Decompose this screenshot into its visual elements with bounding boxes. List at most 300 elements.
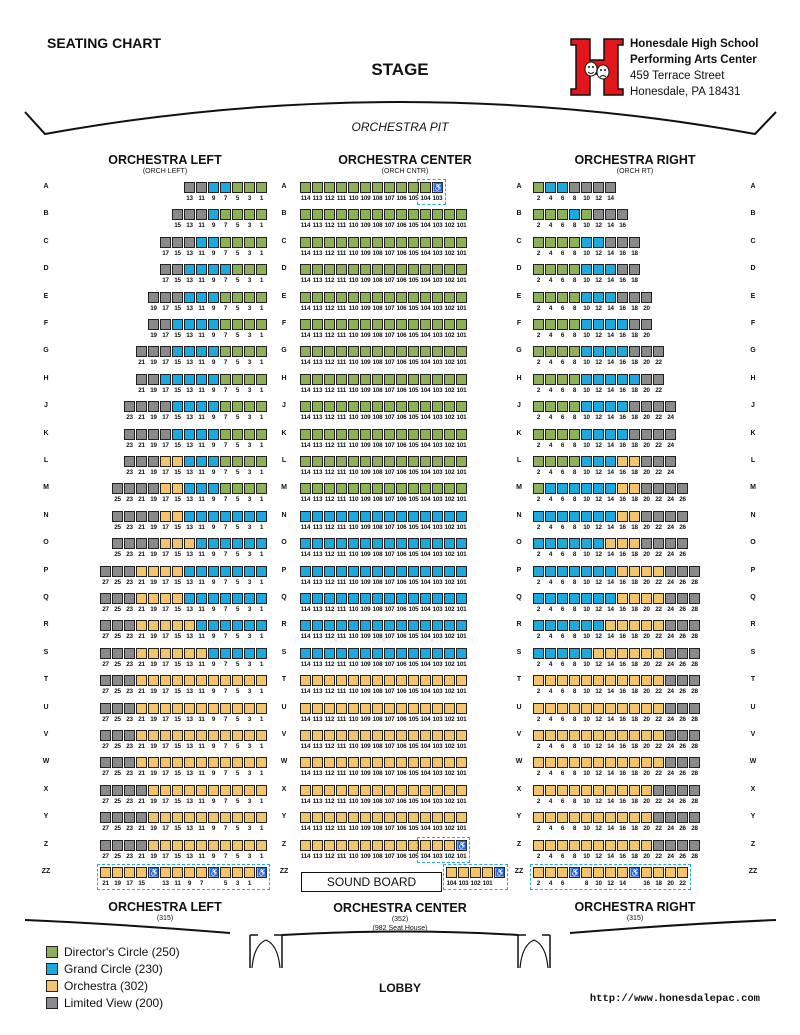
seat[interactable] (444, 319, 455, 330)
seat[interactable] (641, 456, 652, 467)
seat[interactable] (136, 538, 147, 549)
seat[interactable] (324, 374, 335, 385)
seat[interactable] (184, 237, 195, 248)
seat[interactable] (124, 648, 135, 659)
seat[interactable] (372, 401, 383, 412)
seat[interactable] (605, 483, 616, 494)
seat[interactable] (348, 840, 359, 851)
seat[interactable] (312, 730, 323, 741)
seat[interactable] (172, 319, 183, 330)
seat[interactable] (312, 538, 323, 549)
seat[interactable] (396, 511, 407, 522)
seat[interactable] (148, 429, 159, 440)
seat[interactable] (112, 511, 123, 522)
seat[interactable] (581, 292, 592, 303)
seat[interactable] (444, 429, 455, 440)
seat[interactable] (593, 401, 604, 412)
seat[interactable] (581, 209, 592, 220)
seat[interactable] (244, 346, 255, 357)
seat[interactable] (533, 566, 544, 577)
seat[interactable] (136, 730, 147, 741)
seat[interactable] (444, 566, 455, 577)
seat[interactable] (184, 264, 195, 275)
seat[interactable] (256, 292, 267, 303)
seat[interactable] (432, 730, 443, 741)
seat[interactable] (593, 675, 604, 686)
seat[interactable] (148, 675, 159, 686)
seat[interactable] (581, 511, 592, 522)
seat[interactable] (372, 703, 383, 714)
seat[interactable] (653, 840, 664, 851)
seat[interactable] (677, 785, 688, 796)
seat[interactable] (172, 593, 183, 604)
seat[interactable] (432, 483, 443, 494)
seat[interactable] (617, 429, 628, 440)
seat[interactable] (244, 429, 255, 440)
seat[interactable] (300, 346, 311, 357)
seat[interactable] (348, 675, 359, 686)
seat[interactable] (432, 593, 443, 604)
seat[interactable] (300, 648, 311, 659)
seat[interactable] (208, 182, 219, 193)
seat[interactable] (593, 620, 604, 631)
seat[interactable] (569, 675, 580, 686)
seat[interactable] (641, 812, 652, 823)
seat[interactable] (593, 566, 604, 577)
seat[interactable] (232, 374, 243, 385)
seat[interactable] (372, 264, 383, 275)
seat[interactable] (136, 812, 147, 823)
seat[interactable] (208, 319, 219, 330)
seat[interactable] (617, 292, 628, 303)
seat[interactable] (420, 566, 431, 577)
seat[interactable] (617, 374, 628, 385)
seat[interactable] (256, 319, 267, 330)
seat[interactable] (160, 703, 171, 714)
seat[interactable] (208, 483, 219, 494)
seat[interactable] (136, 675, 147, 686)
seat[interactable] (112, 785, 123, 796)
seat[interactable] (112, 566, 123, 577)
seat[interactable] (312, 429, 323, 440)
seat[interactable] (581, 182, 592, 193)
seat[interactable] (324, 456, 335, 467)
seat[interactable] (148, 401, 159, 412)
seat[interactable] (396, 182, 407, 193)
seat[interactable] (533, 483, 544, 494)
seat[interactable] (533, 620, 544, 631)
seat[interactable] (569, 292, 580, 303)
seat[interactable] (208, 292, 219, 303)
seat[interactable] (208, 264, 219, 275)
seat[interactable] (324, 730, 335, 741)
seat[interactable] (160, 648, 171, 659)
seat[interactable] (593, 429, 604, 440)
seat[interactable] (677, 538, 688, 549)
seat[interactable] (172, 840, 183, 851)
seat[interactable] (244, 292, 255, 303)
seat[interactable] (196, 840, 207, 851)
seat[interactable] (432, 456, 443, 467)
seat[interactable] (581, 429, 592, 440)
seat[interactable] (184, 812, 195, 823)
seat[interactable] (300, 566, 311, 577)
seat[interactable] (456, 319, 467, 330)
seat[interactable] (220, 319, 231, 330)
seat[interactable] (444, 593, 455, 604)
seat[interactable] (593, 538, 604, 549)
seat[interactable] (256, 483, 267, 494)
seat[interactable] (348, 511, 359, 522)
seat[interactable] (689, 648, 700, 659)
seat[interactable] (677, 648, 688, 659)
seat[interactable] (184, 538, 195, 549)
seat[interactable] (256, 730, 267, 741)
seat[interactable] (220, 401, 231, 412)
seat[interactable] (677, 566, 688, 577)
seat[interactable] (641, 292, 652, 303)
seat[interactable] (324, 292, 335, 303)
seat[interactable] (360, 812, 371, 823)
seat[interactable] (112, 757, 123, 768)
seat[interactable] (372, 675, 383, 686)
seat[interactable] (348, 346, 359, 357)
seat[interactable] (605, 730, 616, 741)
seat[interactable] (629, 237, 640, 248)
seat[interactable] (196, 620, 207, 631)
seat[interactable] (336, 456, 347, 467)
seat[interactable] (124, 456, 135, 467)
seat[interactable] (244, 538, 255, 549)
seat[interactable] (256, 456, 267, 467)
seat[interactable] (641, 319, 652, 330)
seat[interactable] (653, 812, 664, 823)
seat[interactable] (136, 593, 147, 604)
seat[interactable] (569, 483, 580, 494)
seat[interactable] (384, 264, 395, 275)
seat[interactable] (244, 840, 255, 851)
seat[interactable] (653, 566, 664, 577)
seat[interactable] (545, 785, 556, 796)
seat[interactable] (641, 785, 652, 796)
seat[interactable] (408, 401, 419, 412)
seat[interactable] (557, 182, 568, 193)
seat[interactable] (232, 401, 243, 412)
seat[interactable] (312, 374, 323, 385)
seat[interactable] (581, 785, 592, 796)
seat[interactable] (629, 538, 640, 549)
seat[interactable] (312, 346, 323, 357)
seat[interactable] (336, 566, 347, 577)
seat[interactable] (456, 620, 467, 631)
seat[interactable] (336, 209, 347, 220)
seat[interactable] (348, 757, 359, 768)
seat[interactable] (396, 757, 407, 768)
seat[interactable] (545, 566, 556, 577)
seat[interactable] (408, 237, 419, 248)
seat[interactable] (112, 840, 123, 851)
seat[interactable] (665, 703, 676, 714)
seat[interactable] (396, 812, 407, 823)
seat[interactable] (160, 593, 171, 604)
seat[interactable] (300, 483, 311, 494)
seat[interactable] (689, 812, 700, 823)
seat[interactable] (244, 566, 255, 577)
seat[interactable] (348, 593, 359, 604)
seat[interactable] (256, 429, 267, 440)
seat[interactable] (581, 538, 592, 549)
seat[interactable] (336, 620, 347, 631)
seat[interactable] (160, 346, 171, 357)
seat[interactable] (112, 620, 123, 631)
seat[interactable] (545, 675, 556, 686)
seat[interactable] (653, 374, 664, 385)
seat[interactable] (184, 401, 195, 412)
seat[interactable] (641, 483, 652, 494)
seat[interactable] (557, 292, 568, 303)
seat[interactable] (641, 374, 652, 385)
seat[interactable] (420, 483, 431, 494)
seat[interactable] (136, 511, 147, 522)
seat[interactable] (256, 237, 267, 248)
seat[interactable] (677, 675, 688, 686)
seat[interactable] (396, 483, 407, 494)
seat[interactable] (208, 757, 219, 768)
seat[interactable] (360, 456, 371, 467)
seat[interactable] (533, 429, 544, 440)
seat[interactable] (545, 538, 556, 549)
seat[interactable] (172, 429, 183, 440)
seat[interactable] (244, 374, 255, 385)
seat[interactable] (444, 292, 455, 303)
seat[interactable] (184, 593, 195, 604)
seat[interactable] (148, 319, 159, 330)
seat[interactable] (396, 346, 407, 357)
seat[interactable] (581, 648, 592, 659)
seat[interactable] (593, 511, 604, 522)
seat[interactable] (312, 264, 323, 275)
seat[interactable] (617, 264, 628, 275)
seat[interactable] (432, 648, 443, 659)
seat[interactable] (372, 620, 383, 631)
seat[interactable] (629, 292, 640, 303)
seat[interactable] (300, 456, 311, 467)
seat[interactable] (605, 237, 616, 248)
seat[interactable] (629, 264, 640, 275)
seat[interactable] (581, 456, 592, 467)
seat[interactable] (300, 209, 311, 220)
seat[interactable] (629, 456, 640, 467)
seat[interactable] (629, 620, 640, 631)
seat[interactable] (617, 730, 628, 741)
seat[interactable] (545, 757, 556, 768)
seat[interactable] (360, 483, 371, 494)
seat[interactable] (617, 757, 628, 768)
seat[interactable] (312, 785, 323, 796)
seat[interactable] (384, 538, 395, 549)
seat[interactable] (444, 538, 455, 549)
seat[interactable] (408, 785, 419, 796)
seat[interactable] (172, 292, 183, 303)
seat[interactable] (396, 292, 407, 303)
seat[interactable] (444, 785, 455, 796)
seat[interactable] (196, 566, 207, 577)
seat[interactable] (629, 757, 640, 768)
seat[interactable] (196, 538, 207, 549)
seat[interactable] (384, 429, 395, 440)
seat[interactable] (432, 675, 443, 686)
seat[interactable] (112, 593, 123, 604)
seat[interactable] (545, 182, 556, 193)
seat[interactable] (372, 374, 383, 385)
seat[interactable] (312, 648, 323, 659)
seat[interactable] (100, 566, 111, 577)
seat[interactable] (244, 757, 255, 768)
seat[interactable] (384, 812, 395, 823)
seat[interactable] (220, 483, 231, 494)
seat[interactable] (160, 374, 171, 385)
seat[interactable] (312, 209, 323, 220)
seat[interactable] (665, 648, 676, 659)
seat[interactable] (432, 812, 443, 823)
seat[interactable] (581, 840, 592, 851)
seat[interactable] (533, 785, 544, 796)
seat[interactable] (641, 593, 652, 604)
seat[interactable] (300, 593, 311, 604)
seat[interactable] (196, 730, 207, 741)
seat[interactable] (408, 429, 419, 440)
seat[interactable] (124, 812, 135, 823)
seat[interactable] (336, 840, 347, 851)
seat[interactable] (160, 292, 171, 303)
seat[interactable] (324, 401, 335, 412)
seat[interactable] (605, 429, 616, 440)
seat[interactable] (545, 346, 556, 357)
seat[interactable] (653, 538, 664, 549)
seat[interactable] (689, 620, 700, 631)
seat[interactable] (545, 620, 556, 631)
seat[interactable] (432, 209, 443, 220)
seat[interactable] (420, 346, 431, 357)
seat[interactable] (220, 292, 231, 303)
seat[interactable] (641, 730, 652, 741)
seat[interactable] (196, 319, 207, 330)
seat[interactable] (617, 237, 628, 248)
seat[interactable] (569, 346, 580, 357)
seat[interactable] (617, 319, 628, 330)
seat[interactable] (244, 648, 255, 659)
seat[interactable] (456, 703, 467, 714)
seat[interactable] (208, 648, 219, 659)
seat[interactable] (408, 538, 419, 549)
seat[interactable] (184, 757, 195, 768)
seat[interactable] (420, 703, 431, 714)
seat[interactable] (160, 429, 171, 440)
seat[interactable] (569, 456, 580, 467)
seat[interactable] (208, 703, 219, 714)
seat[interactable] (300, 757, 311, 768)
seat[interactable] (148, 538, 159, 549)
seat[interactable] (593, 812, 604, 823)
seat[interactable] (336, 182, 347, 193)
seat[interactable] (160, 840, 171, 851)
seat[interactable] (629, 812, 640, 823)
seat[interactable] (136, 703, 147, 714)
seat[interactable] (593, 346, 604, 357)
seat[interactable] (456, 264, 467, 275)
seat[interactable] (617, 812, 628, 823)
seat[interactable] (605, 511, 616, 522)
seat[interactable] (220, 456, 231, 467)
seat[interactable] (184, 292, 195, 303)
seat[interactable] (244, 456, 255, 467)
seat[interactable] (348, 648, 359, 659)
seat[interactable] (444, 483, 455, 494)
seat[interactable] (629, 593, 640, 604)
seat[interactable] (384, 346, 395, 357)
seat[interactable] (220, 620, 231, 631)
seat[interactable] (184, 209, 195, 220)
seat[interactable] (557, 785, 568, 796)
seat[interactable] (689, 785, 700, 796)
seat[interactable] (244, 730, 255, 741)
seat[interactable] (557, 675, 568, 686)
seat[interactable] (372, 812, 383, 823)
seat[interactable] (653, 401, 664, 412)
seat[interactable] (244, 785, 255, 796)
seat[interactable] (148, 483, 159, 494)
seat[interactable] (456, 209, 467, 220)
seat[interactable] (324, 237, 335, 248)
seat[interactable] (160, 401, 171, 412)
seat[interactable] (256, 566, 267, 577)
seat[interactable] (324, 429, 335, 440)
seat[interactable] (384, 703, 395, 714)
seat[interactable] (593, 456, 604, 467)
seat[interactable] (360, 319, 371, 330)
seat[interactable] (629, 319, 640, 330)
seat[interactable] (456, 429, 467, 440)
seat[interactable] (348, 319, 359, 330)
seat[interactable] (312, 675, 323, 686)
seat[interactable] (593, 648, 604, 659)
seat[interactable] (569, 757, 580, 768)
seat[interactable] (196, 264, 207, 275)
seat[interactable] (665, 593, 676, 604)
seat[interactable] (136, 346, 147, 357)
seat[interactable] (444, 401, 455, 412)
seat[interactable] (533, 538, 544, 549)
seat[interactable] (208, 812, 219, 823)
seat[interactable] (124, 401, 135, 412)
seat[interactable] (160, 757, 171, 768)
seat[interactable] (653, 703, 664, 714)
seat[interactable] (160, 319, 171, 330)
seat[interactable] (208, 785, 219, 796)
seat[interactable] (617, 840, 628, 851)
seat[interactable] (324, 593, 335, 604)
seat[interactable] (336, 292, 347, 303)
seat[interactable] (136, 757, 147, 768)
seat[interactable] (593, 264, 604, 275)
seat[interactable] (533, 237, 544, 248)
seat[interactable] (136, 374, 147, 385)
seat[interactable] (148, 648, 159, 659)
seat[interactable] (420, 812, 431, 823)
seat[interactable] (336, 319, 347, 330)
seat[interactable] (605, 812, 616, 823)
seat[interactable] (172, 456, 183, 467)
